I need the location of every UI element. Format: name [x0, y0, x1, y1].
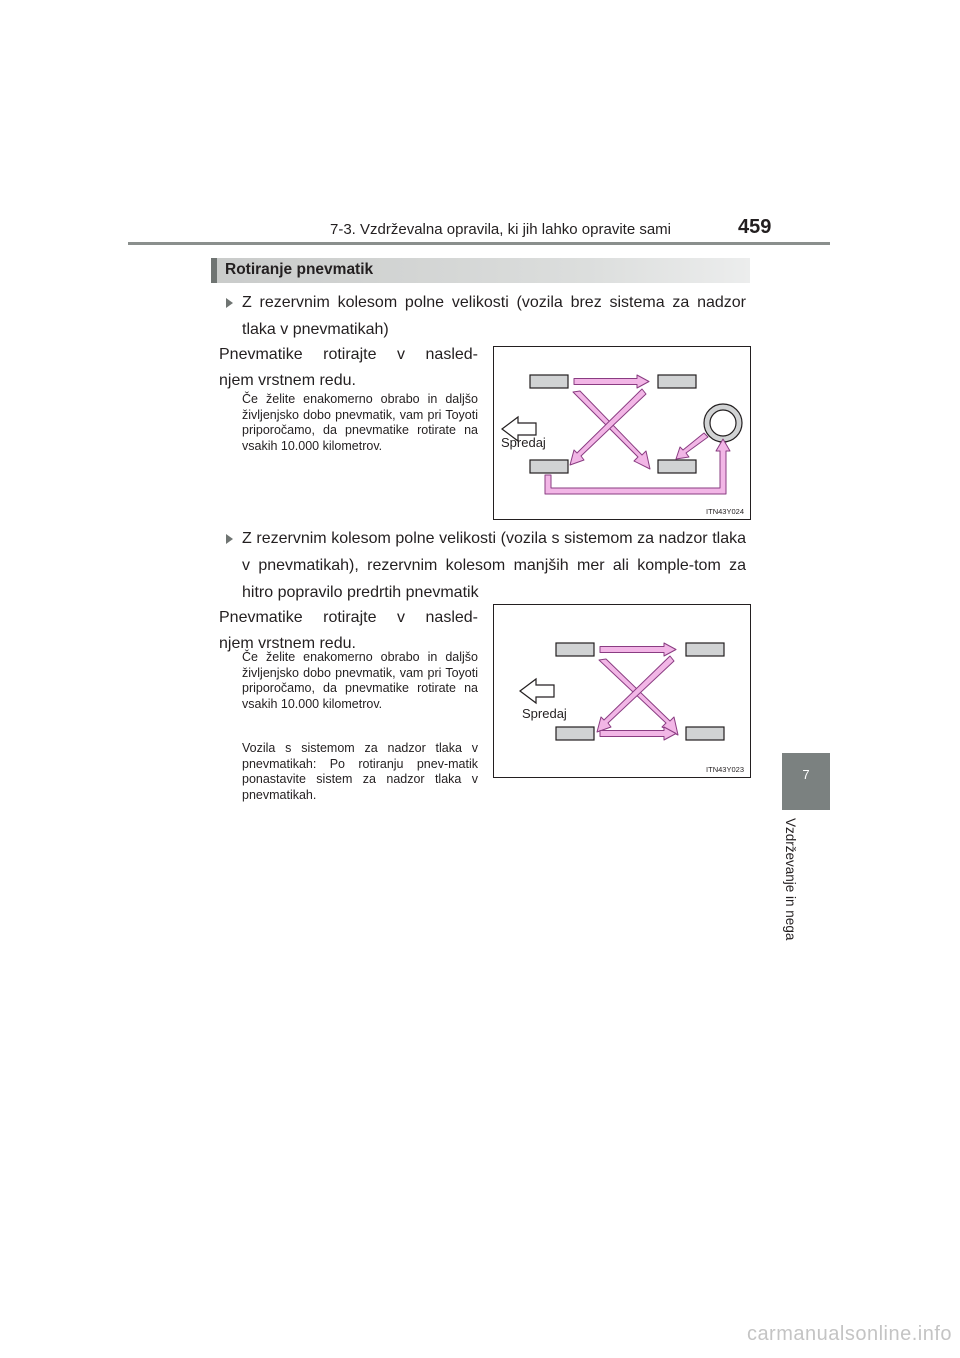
- note-1: Če želite enakomerno obrabo in daljšo življenjsko dobo pnevmatik, vam pri Toyoti priporočamo, da pnevmatike rotirate na vsakih 10.000 kilometrov.: [242, 392, 478, 453]
- tire-front-left: [556, 643, 594, 656]
- figure-code: ITN43Y023: [706, 765, 744, 774]
- chapter-number: 7: [802, 767, 810, 782]
- paragraph-2-last-line: njem vrstnem redu.: [219, 635, 356, 652]
- bullet-item-1: [242, 289, 746, 343]
- bullet-triangle-icon: [226, 298, 233, 308]
- rotation-arrow-cross-down: [599, 659, 678, 735]
- rotation-arrow-front: [574, 375, 649, 388]
- page-number: 459: [738, 216, 772, 238]
- bullet-text-2: Z rezervnim kolesom polne velikosti (vozila s sistemom za nadzor tlaka v pnevmatikah), rezervnim kolesom manjših mer ali komple-tom za hitro popravilo predrtih pnevmatik: [242, 530, 746, 601]
- note-3: Vozila s sistemom za nadzor tlaka v pnevmatikah: Po rotiranju pnev-matik ponastavite sistem za nadzor tlaka v pnevmatikah.: [242, 741, 478, 802]
- paragraph-1-last-line: njem vrstnem redu.: [219, 372, 356, 389]
- tire-rear-left: [556, 727, 594, 740]
- section-heading-bar: [211, 258, 750, 283]
- rotation-arrow-spare-to-rear: [676, 433, 708, 459]
- front-label: Spredaj: [522, 706, 567, 721]
- paragraph-1-line: Pnevmatike rotirajte v nasled-: [219, 346, 478, 363]
- paragraph-1: [219, 342, 478, 394]
- note-2: Če želite enakomerno obrabo in daljšo življenjsko dobo pnevmatik, vam pri Toyoti priporočamo, da pnevmatike rotirate na vsakih 10.000 kilometrov.: [242, 650, 478, 711]
- watermark: carmanualsonline.info: [746, 1323, 952, 1345]
- figure-code: ITN43Y024: [706, 507, 744, 516]
- bullet-triangle-icon: [226, 534, 233, 544]
- tire-rear-left: [530, 460, 568, 473]
- rotation-arrow-cross-down: [573, 391, 650, 469]
- paragraph-2-line: Pnevmatike rotirajte v nasled-: [219, 609, 478, 626]
- header-divider: [128, 242, 830, 245]
- rotation-arrow-rear-to-spare: [545, 439, 730, 494]
- chapter-label: Vzdrževanje in nega: [783, 818, 798, 941]
- header-section-title: 7-3. Vzdrževalna opravila, ki jih lahko opravite sami: [330, 221, 671, 238]
- front-label: Spredaj: [501, 435, 546, 450]
- section-heading-accent: [211, 258, 217, 283]
- tire-front-right: [658, 375, 696, 388]
- tire-front-right: [686, 643, 724, 656]
- front-direction-arrow-icon: [520, 679, 554, 703]
- rotation-diagram-1: [493, 346, 751, 520]
- bullet-text-1: Z rezervnim kolesom polne velikosti (vozila brez sistema za nadzor tlaka v pnevmatikah): [242, 294, 746, 338]
- bullet-item-2: [242, 525, 746, 606]
- rotation-arrow-front: [600, 643, 676, 656]
- rotation-diagram-2: [493, 604, 751, 778]
- chapter-tab: [782, 753, 830, 810]
- rotation-arrow-rear: [600, 727, 676, 740]
- section-heading: Rotiranje pnevmatik: [225, 261, 374, 278]
- tire-rear-right: [686, 727, 724, 740]
- spare-tire-icon: [704, 404, 742, 442]
- tire-front-left: [530, 375, 568, 388]
- tire-rear-right: [658, 460, 696, 473]
